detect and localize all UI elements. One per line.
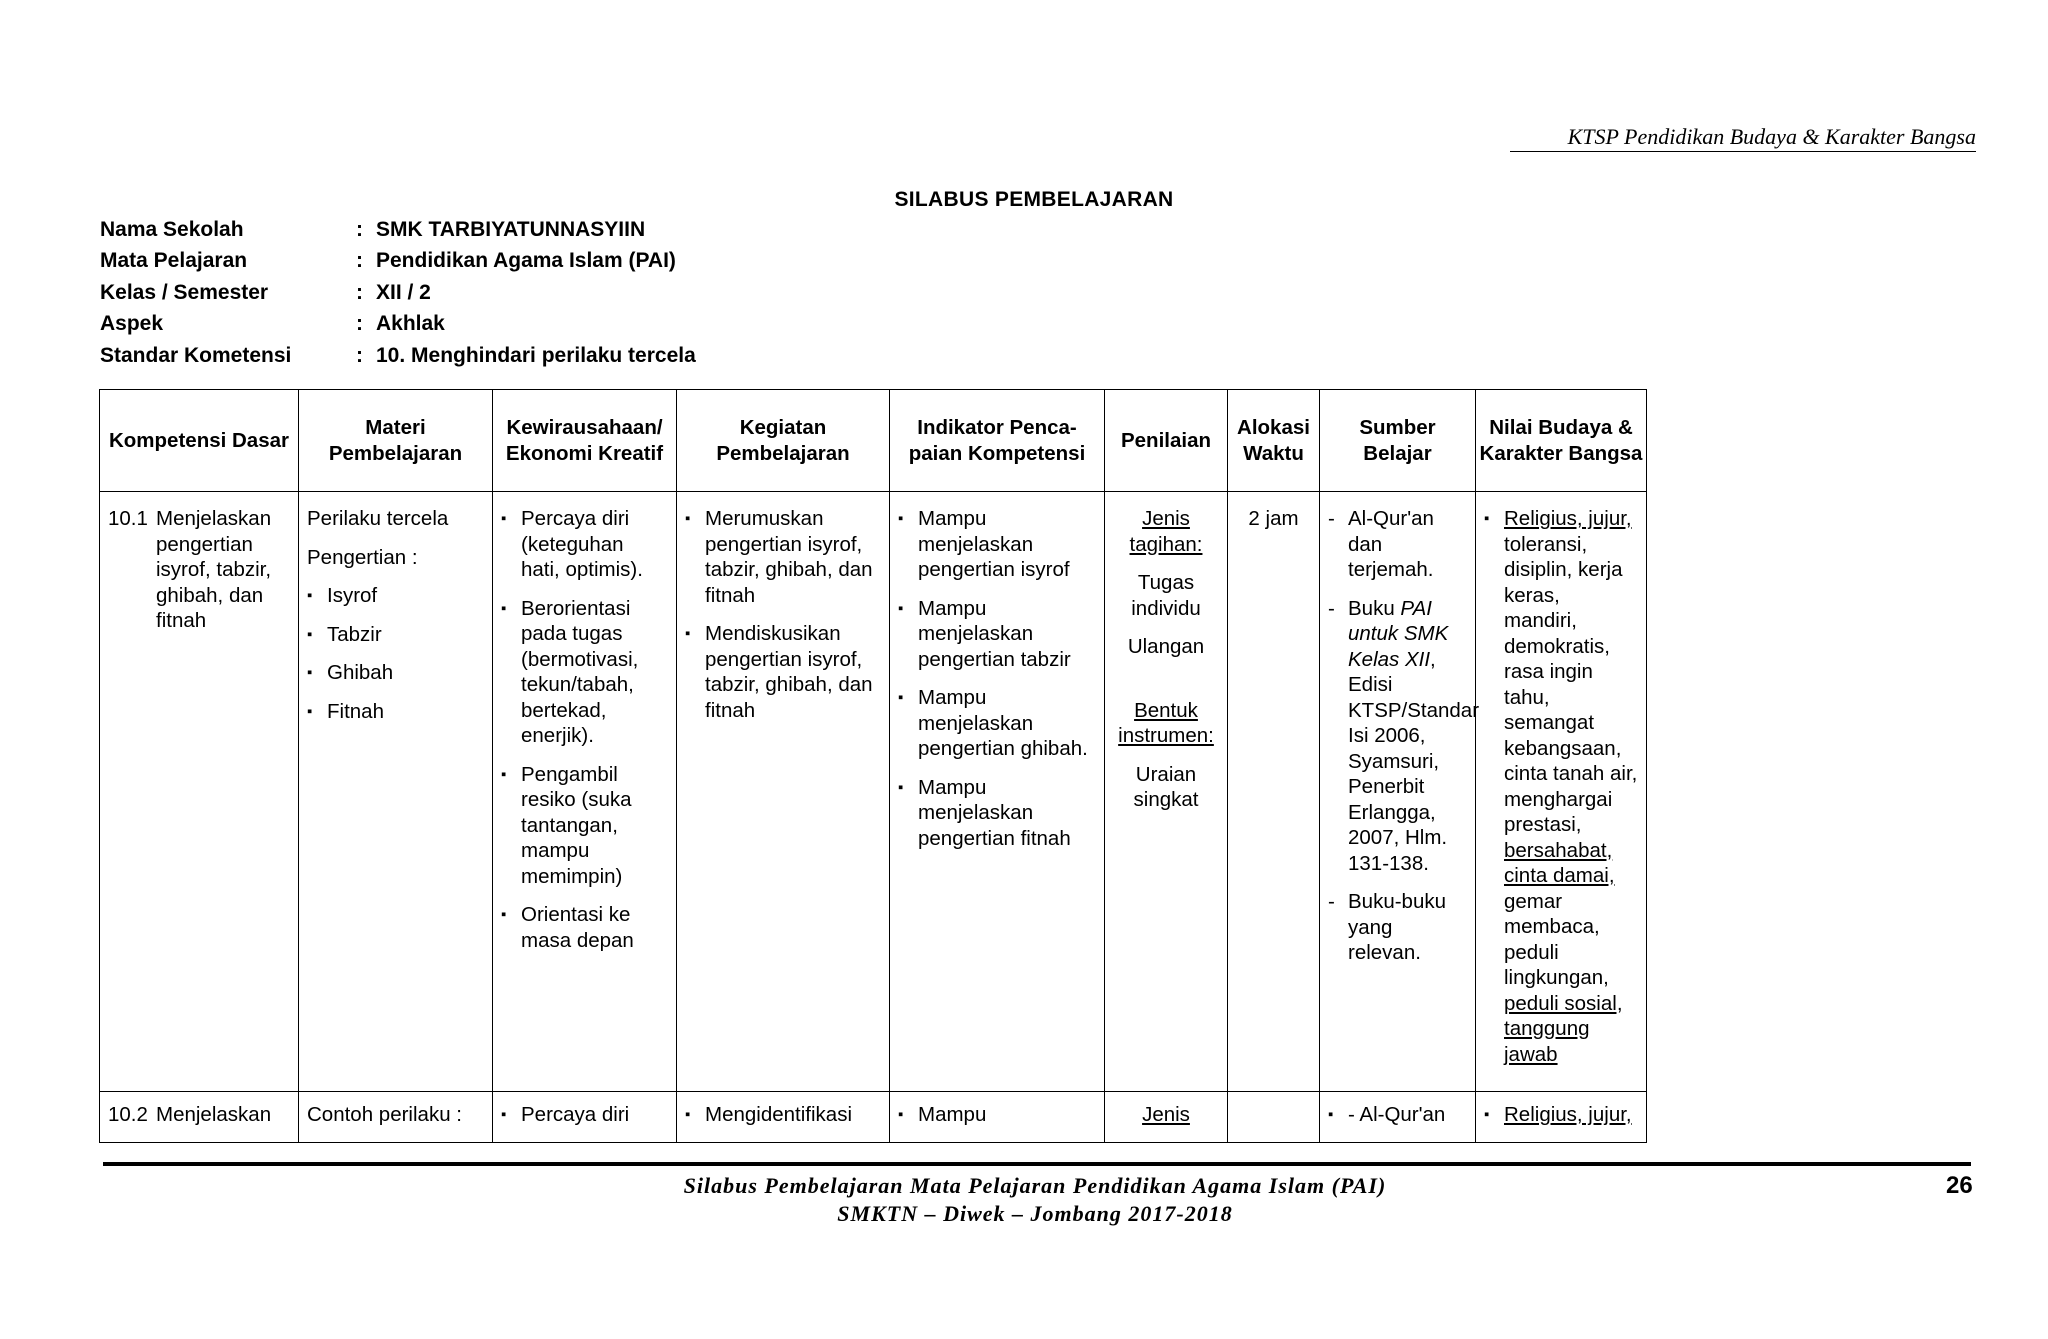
list-item: ▪ Religius, jujur,: [1484, 1102, 1638, 1128]
footer-divider: [103, 1162, 1971, 1166]
meta-colon: :: [356, 343, 363, 367]
list-item: ▪ Fitnah: [307, 699, 484, 725]
meta-value: 10. Menghindari perilaku tercela: [376, 343, 696, 367]
materi-subtitle: Pengertian :: [307, 545, 418, 569]
meta-label: Nama Sekolah: [100, 217, 244, 241]
footer-text: [0, 1172, 2048, 1228]
cell-indikator: [890, 492, 1105, 1092]
cell-kewirausahaan: [493, 492, 677, 1092]
table-row: [100, 492, 1647, 1092]
list-item: ▪ - Al-Qur'an: [1328, 1102, 1467, 1128]
nilai-underlined: Religius, jujur,: [1504, 507, 1632, 530]
sumber-book-details: , Edisi KTSP/Standar Isi 2006, Syamsuri, Penerbit Erlangga, 2007, Hlm. 131-138.: [1348, 647, 1480, 875]
footer-line-1: Silabus Pembelajaran Mata Pelajaran Pendidikan Agama Islam (PAI): [683, 1173, 1387, 1198]
list-item: ▪ Mampu: [898, 1102, 1096, 1128]
kd-number: 10.1: [108, 507, 148, 530]
meta-row-class: [100, 277, 696, 309]
col-header: Penilaian: [1105, 390, 1228, 492]
list-item: ▪ Mampu menjelaskan pengertian fitnah: [898, 775, 1096, 852]
penilaian-item: Ulangan: [1127, 635, 1205, 658]
list-item: ▪ Mendiskusikan pengertian isyrof, tabzir, ghibah, dan fitnah: [685, 621, 881, 723]
meta-row-subject: [100, 246, 696, 278]
meta-row-standard: [100, 340, 696, 372]
list-item: - Buku-buku yang relevan.: [1328, 889, 1467, 966]
meta-value: SMK TARBIYATUNNASYIIN: [376, 217, 646, 241]
list-item: ▪ Mampu menjelaskan pengertian ghibah.: [898, 685, 1096, 762]
cell-sumber: [1320, 492, 1480, 1092]
meta-value: Akhlak: [376, 312, 445, 336]
cell-indikator: [890, 1092, 1105, 1143]
kd-text: Menjelaskan: [156, 1103, 272, 1126]
list-item: [1328, 596, 1480, 877]
cell-kegiatan: [677, 492, 890, 1092]
col-header: Kewirausahaan/ Ekonomi Kreatif: [493, 390, 677, 492]
sumber-book-title: PAI untuk SMK Kelas XII: [1348, 596, 1449, 671]
table-row: [100, 1092, 1647, 1143]
cell-kewirausahaan: [493, 1092, 677, 1143]
list-item: ▪ Pengambil resiko (suka tantangan, mampu memimpin): [501, 762, 668, 890]
penilaian-jenis-label: Jenis tagihan:: [1129, 507, 1203, 556]
list-item: ▪ Mengidentifikasi: [685, 1102, 881, 1128]
page-number: 26: [1946, 1172, 1973, 1199]
cell-nilai: [1476, 492, 1647, 1092]
list-item: [1484, 506, 1638, 1067]
syllabus-table: [99, 389, 1647, 1143]
penilaian-item: Uraian singkat: [1133, 762, 1199, 811]
nilai-underlined: bersahabat, cinta damai,: [1504, 838, 1615, 887]
meta-row-school: [100, 214, 696, 246]
sumber-prefix: Buku: [1348, 596, 1401, 620]
meta-info: [100, 214, 696, 372]
cell-alokasi: 2 jam: [1228, 492, 1320, 1092]
list-item: ▪ Berorientasi pada tugas (bermotivasi, tekun/tabah, bertekad, enerjik).: [501, 596, 668, 749]
col-header: Indikator Penca-paian Kompetensi: [890, 390, 1105, 492]
list-item: ▪ Ghibah: [307, 660, 484, 686]
footer-line-2: SMKTN – Diwek – Jombang 2017-2018: [837, 1201, 1233, 1226]
meta-label: Kelas / Semester: [100, 280, 269, 304]
list-item: ▪ Orientasi ke masa depan: [501, 902, 668, 953]
col-header: Sumber Belajar: [1320, 390, 1476, 492]
cell-penilaian: Jenis: [1105, 1092, 1228, 1143]
meta-colon: :: [356, 312, 363, 336]
col-header: Kegiatan Pembelajaran: [677, 390, 890, 492]
kd-number: 10.2: [108, 1103, 148, 1126]
list-item: ▪ Mampu menjelaskan pengertian tabzir: [898, 596, 1096, 673]
header-tag: KTSP Pendidikan Budaya & Karakter Bangsa: [1510, 124, 1976, 152]
cell-materi: Contoh perilaku :: [299, 1092, 493, 1143]
meta-row-aspect: [100, 309, 696, 341]
col-header: Alokasi Waktu: [1228, 390, 1320, 492]
cell-materi: [299, 492, 493, 1092]
list-item: ▪ Merumuskan pengertian isyrof, tabzir, ghibah, dan fitnah: [685, 506, 881, 608]
cell-kompetensi: [100, 1092, 299, 1143]
meta-colon: :: [356, 249, 363, 273]
nilai-text: toleransi, disiplin, kerja keras, mandiri, demokratis, rasa ingin tahu, semangat kebangsaan, cinta tanah air, menghargai prestasi,: [1504, 532, 1638, 836]
meta-value: XII / 2: [376, 280, 431, 304]
document-title: SILABUS PEMBELAJARAN: [894, 188, 1174, 211]
cell-penilaian: [1105, 492, 1228, 1092]
cell-sumber: [1320, 1092, 1476, 1143]
list-item: ▪ Mampu menjelaskan pengertian isyrof: [898, 506, 1096, 583]
nilai-underlined: peduli sosial, tanggung jawab: [1504, 991, 1623, 1066]
cell-alokasi: [1228, 1092, 1320, 1143]
col-header: Nilai Budaya & Karakter Bangsa: [1476, 390, 1647, 492]
list-item: - Al-Qur'an dan terjemah.: [1328, 506, 1467, 583]
col-header: Materi Pembelajaran: [299, 390, 493, 492]
meta-value: Pendidikan Agama Islam (PAI): [376, 249, 676, 273]
col-header: Kompetensi Dasar: [100, 390, 299, 492]
cell-nilai: [1476, 1092, 1647, 1143]
meta-label: Mata Pelajaran: [100, 249, 248, 273]
list-item: ▪ Percaya diri (keteguhan hati, optimis).: [501, 506, 668, 583]
meta-label: Standar Kometensi: [100, 343, 292, 367]
kd-text: Menjelaskan pengertian isyrof, tabzir, ghibah, dan fitnah: [156, 507, 272, 632]
cell-kegiatan: [677, 1092, 890, 1143]
list-item: ▪ Isyrof: [307, 583, 484, 609]
cell-kompetensi: [100, 492, 299, 1092]
meta-colon: :: [356, 217, 363, 241]
list-item: ▪ Tabzir: [307, 622, 484, 648]
meta-colon: :: [356, 280, 363, 304]
penilaian-item: Tugas individu: [1131, 571, 1201, 620]
materi-title: Perilaku tercela: [307, 507, 449, 530]
penilaian-bentuk-label: Bentuk instrumen:: [1118, 698, 1214, 747]
meta-label: Aspek: [100, 312, 164, 336]
list-item: ▪ Percaya diri: [501, 1102, 668, 1128]
table-header-row: [100, 390, 1647, 492]
nilai-text: gemar membaca, peduli lingkungan,: [1504, 889, 1609, 989]
